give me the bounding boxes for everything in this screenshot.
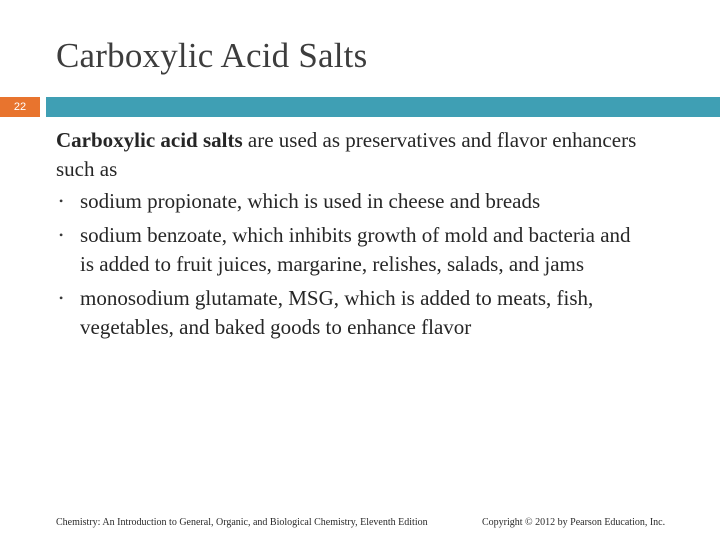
bullet-icon: • (59, 228, 64, 242)
intro-bold-term: Carboxylic acid salts (56, 128, 243, 152)
slide-number-box (0, 97, 40, 117)
slide-body (56, 126, 646, 347)
title-divider-bar (46, 97, 720, 117)
intro-text: are used as preservatives and flavor enhancers such as (56, 128, 637, 181)
footer-book-title: Chemistry: An Introduction to General, Organic, and Biological Chemistry, Eleventh Edition (56, 517, 428, 528)
bullet-icon: • (59, 291, 64, 305)
list-item-text: sodium propionate, which is used in cheese and breads (80, 189, 541, 213)
bullet-icon: • (59, 194, 64, 208)
list-item (56, 284, 646, 342)
list-item (56, 187, 646, 216)
bullet-list (56, 187, 646, 342)
list-item-text: monosodium glutamate, MSG, which is added to meats, fish, vegetables, and baked goods to enhance flavor (80, 286, 594, 339)
footer-copyright: Copyright © 2012 by Pearson Education, Inc. (482, 517, 666, 528)
slide-title: Carboxylic Acid Salts (56, 36, 368, 75)
list-item-text: sodium benzoate, which inhibits growth of mold and bacteria and is added to fruit juices, margarine, relishes, salads, and jams (80, 223, 631, 276)
intro-paragraph (56, 126, 646, 184)
slide-number: 22 (13, 101, 27, 113)
list-item (56, 221, 646, 279)
